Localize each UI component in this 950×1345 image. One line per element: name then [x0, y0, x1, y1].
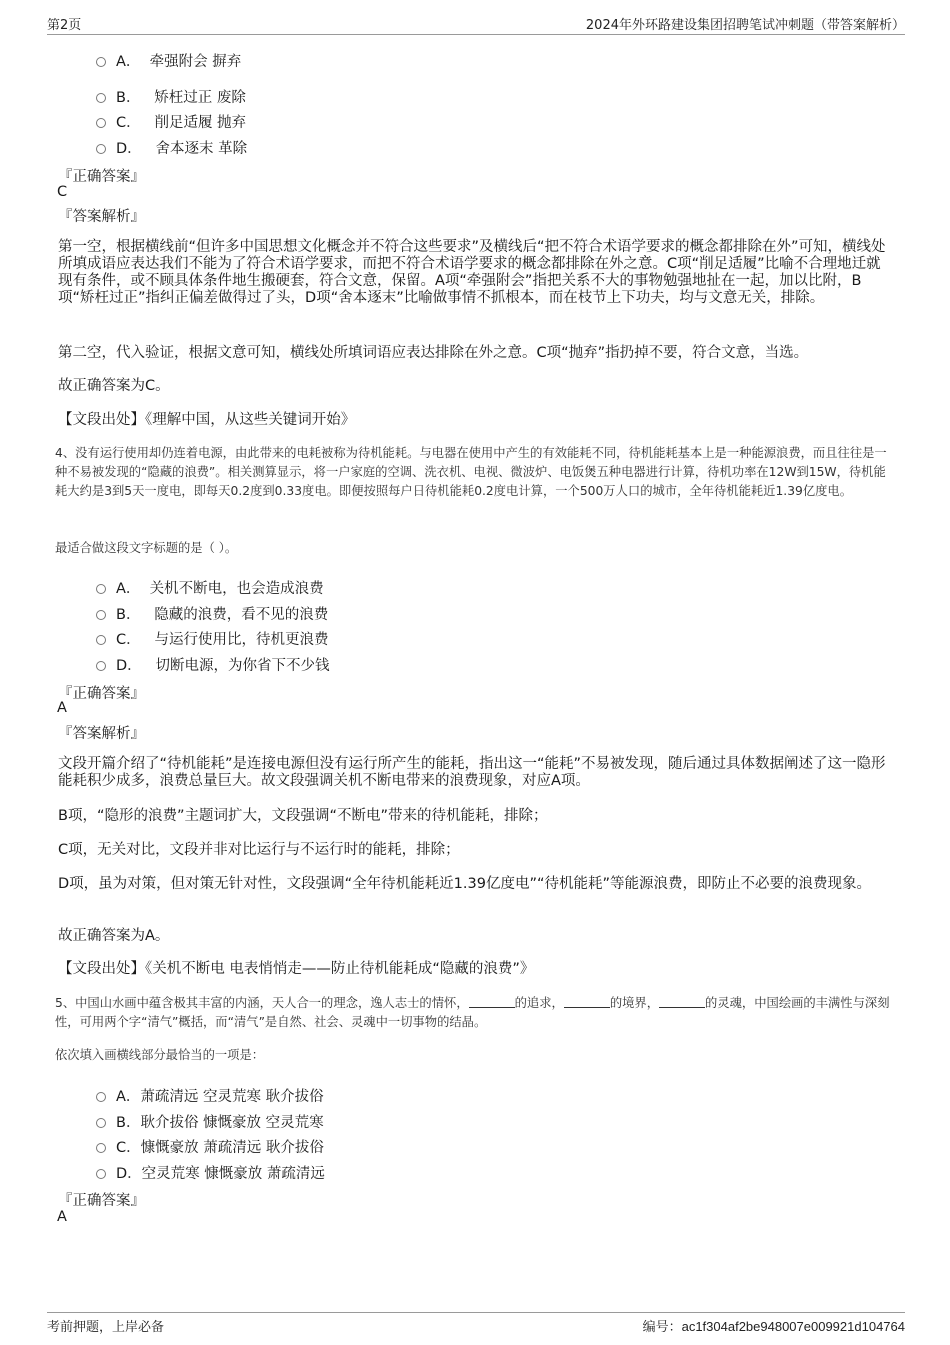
q4-stem: 4、没有运行使用却仍连着电源，由此带来的电耗被称为待机能耗。与电器在使用中产生的有效能耗不同，待机能耗基本上是一种能源浪费，而且往往是一种不易被发现的“隐藏的浪费”。相关测算显示，将一户家庭的空调、洗衣机、电视、微波炉、电饭煲五种电器进行计算，待机功率在12W到15W，待机能耗大约是3到5天一度电，即每天0.2度到0.33度电。即便按照每户日待机能耗0.2度电计算，一个500万人口的城市，全年待机能耗近1.39亿度电。	[55, 446, 887, 498]
q4-answer-label: 『正确答案』	[58, 686, 145, 702]
q3-option-b[interactable]: B． 矫枉过正 废除	[96, 86, 246, 107]
radio-icon[interactable]	[96, 118, 106, 128]
radio-icon[interactable]	[96, 661, 106, 671]
q5-option-a[interactable]: A．萧疏清远 空灵荒寒 耿介拔俗	[96, 1085, 324, 1106]
radio-icon[interactable]	[96, 1118, 106, 1128]
q4-analysis-p1: 文段开篇介绍了“待机能耗”是连接电源但没有运行所产生的能耗，指出这一“能耗”不易被发现，随后通过具体数据阐述了这一隐形能耗积少成多，浪费总量巨大。故文段强调关机不断电带来的浪费现象，对应A项。	[58, 756, 886, 789]
radio-icon[interactable]	[96, 93, 106, 103]
blank-line	[659, 995, 705, 1008]
radio-icon[interactable]	[96, 1143, 106, 1153]
q4-analysis-p5: 故正确答案为A。	[58, 928, 170, 944]
q4-question: 最适合做这段文字标题的是（ ）。	[55, 541, 238, 555]
q4-option-c[interactable]: C． 与运行使用比，待机更浪费	[96, 628, 328, 649]
q5-answer-label: 『正确答案』	[58, 1193, 145, 1209]
blank-line	[564, 995, 610, 1008]
page-number: 第2页	[47, 18, 82, 33]
q4-analysis-p3: C项，无关对比，文段并非对比运行与不运行时的能耗，排除；	[58, 842, 460, 858]
q3-option-d[interactable]: D． 舍本逐末 革除	[96, 137, 247, 158]
q3-source: 【文段出处】《理解中国，从这些关键词开始》	[58, 412, 356, 428]
q3-analysis-p3: 故正确答案为C。	[58, 378, 170, 394]
page-header	[47, 12, 905, 35]
blank-line	[469, 995, 515, 1008]
q4-analysis-p2: B项，“隐形的浪费”主题词扩大，文段强调“不断电”带来的待机能耗，排除；	[58, 808, 548, 824]
q4-analysis-p4: D项，虽为对策，但对策无针对性，文段强调“全年待机能耗近1.39亿度电”“待机能耗”等能源浪费，即防止不必要的浪费现象。	[58, 876, 871, 892]
q3-answer-label: 『正确答案』	[58, 169, 145, 185]
q5-answer: A	[57, 1209, 67, 1225]
q3-answer: C	[57, 184, 68, 200]
q4-option-b[interactable]: B． 隐藏的浪费，看不见的浪费	[96, 603, 328, 624]
footer-code: 编号：ac1f304af2be948007e009921d104764	[642, 1319, 905, 1335]
q4-answer: A	[57, 700, 67, 716]
q3-analysis-p2: 第二空，代入验证，根据文意可知，横线处所填词语应表达排除在外之意。C项“抛弃”指扔掉不要，符合文意，当选。	[58, 345, 809, 361]
q5-question: 依次填入画横线部分最恰当的一项是：	[55, 1048, 265, 1062]
q3-option-a[interactable]: A． 牵强附会 摒弃	[96, 50, 241, 71]
page-footer	[47, 1312, 905, 1339]
q3-analysis-p1: 第一空，根据横线前“但许多中国思想文化概念并不符合这些要求”及横线后“把不符合术语学要求的概念都排除在外”可知，横线处所填成语应表达我们不能为了符合术语学要求，而把不符合术语学要求的概念都排除在外之意。C项“削足适履”比喻不合理地迁就现有条件，或不顾具体条件地生搬硬套，符合文意，保留。A项“牵强附会”指把关系不大的事物勉强地扯在一起，加以比附，B项“矫枉过正”指纠正偏差做得过了头，D项“舍本逐末”比喻做事情不抓根本，而在枝节上下功夫，均与文意无关，排除。	[58, 239, 886, 306]
q4-option-d[interactable]: D． 切断电源，为你省下不少钱	[96, 654, 330, 675]
q4-source: 【文段出处】《关机不断电 电表悄悄走——防止待机能耗成“隐藏的浪费”》	[58, 961, 535, 977]
footer-slogan: 考前押题，上岸必备	[47, 1320, 165, 1335]
radio-icon[interactable]	[96, 610, 106, 620]
q3-option-c[interactable]: C． 削足适履 抛弃	[96, 111, 246, 132]
q3-analysis-label: 『答案解析』	[58, 209, 145, 225]
q4-analysis-label: 『答案解析』	[58, 726, 145, 742]
radio-icon[interactable]	[96, 584, 106, 594]
radio-icon[interactable]	[96, 635, 106, 645]
q5-option-d[interactable]: D．空灵荒寒 慷慨豪放 萧疏清远	[96, 1162, 325, 1183]
document-title: 2024年外环路建设集团招聘笔试冲刺题（带答案解析）	[585, 18, 905, 33]
radio-icon[interactable]	[96, 1092, 106, 1102]
q4-option-a[interactable]: A． 关机不断电，也会造成浪费	[96, 577, 324, 598]
radio-icon[interactable]	[96, 1169, 106, 1179]
q5-option-b[interactable]: B．耿介拔俗 慷慨豪放 空灵荒寒	[96, 1111, 324, 1132]
q5-option-c[interactable]: C．慷慨豪放 萧疏清远 耿介拔俗	[96, 1136, 324, 1157]
radio-icon[interactable]	[96, 57, 106, 67]
radio-icon[interactable]	[96, 144, 106, 154]
q5-stem: 5、中国山水画中蕴含极其丰富的内涵，天人合一的理念，逸人志士的情怀， 的追求， 的境界， 的灵魂，中国绘画的丰满性与深刻性，可用两个字“清气”概括，而“清气”是自然、社会、灵魂中一切事物的结晶。	[55, 996, 890, 1029]
